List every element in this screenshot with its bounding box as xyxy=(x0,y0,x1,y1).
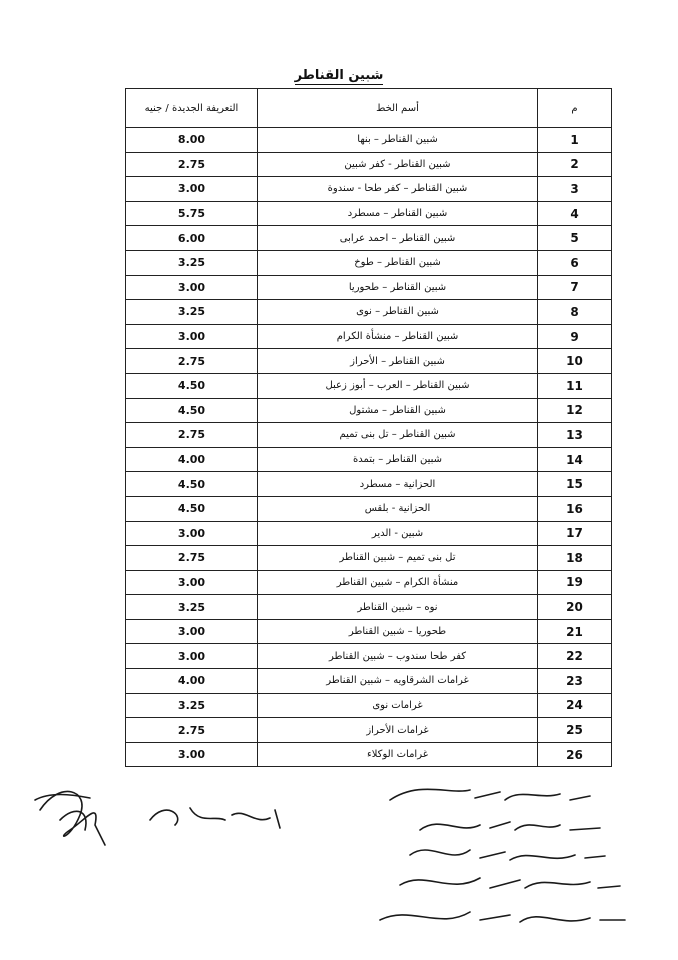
table-row xyxy=(126,324,612,349)
row-fare: 6.00 xyxy=(126,226,258,251)
row-number: 20 xyxy=(538,595,612,620)
table-row xyxy=(126,472,612,497)
row-route: غرامات الشرقاويه – شبين القناطر xyxy=(258,669,538,694)
row-fare: 3.00 xyxy=(126,177,258,202)
row-fare: 3.25 xyxy=(126,693,258,718)
row-route: شبين القناطر – طحوريا xyxy=(258,275,538,300)
table-row xyxy=(126,349,612,374)
table-row xyxy=(126,275,612,300)
table-row xyxy=(126,226,612,251)
row-fare: 3.25 xyxy=(126,595,258,620)
row-number: 22 xyxy=(538,644,612,669)
row-fare: 4.00 xyxy=(126,447,258,472)
row-fare: 3.25 xyxy=(126,300,258,325)
row-route: غرامات نوى xyxy=(258,693,538,718)
table-row xyxy=(126,152,612,177)
table-row xyxy=(126,595,612,620)
row-route: شبين القناطر – بنها xyxy=(258,128,538,153)
row-route: الحزانية – مسطرد xyxy=(258,472,538,497)
row-number: 9 xyxy=(538,324,612,349)
row-fare: 3.00 xyxy=(126,275,258,300)
table-row xyxy=(126,570,612,595)
row-number: 17 xyxy=(538,521,612,546)
row-number: 18 xyxy=(538,546,612,571)
page-title xyxy=(0,68,678,83)
row-number: 26 xyxy=(538,742,612,767)
table-row xyxy=(126,373,612,398)
row-route: شبين القناطر – منشأة الكرام xyxy=(258,324,538,349)
handwritten-signatures xyxy=(0,770,678,960)
header-fare: التعريفة الجديدة / جنيه xyxy=(126,89,258,128)
row-route: شبين القناطر – نوى xyxy=(258,300,538,325)
row-route: غرامات الوكلاء xyxy=(258,742,538,767)
row-fare: 3.00 xyxy=(126,619,258,644)
header-route: أسم الخط xyxy=(258,89,538,128)
row-number: 8 xyxy=(538,300,612,325)
row-number: 5 xyxy=(538,226,612,251)
row-fare: 3.00 xyxy=(126,742,258,767)
row-fare: 4.00 xyxy=(126,669,258,694)
row-number: 19 xyxy=(538,570,612,595)
table-row xyxy=(126,521,612,546)
row-route: نوه – شبين القناطر xyxy=(258,595,538,620)
row-number: 7 xyxy=(538,275,612,300)
row-number: 13 xyxy=(538,423,612,448)
table-row xyxy=(126,447,612,472)
row-fare: 8.00 xyxy=(126,128,258,153)
row-route: شبين القناطر – الأحراز xyxy=(258,349,538,374)
row-number: 16 xyxy=(538,496,612,521)
header-number: م xyxy=(538,89,612,128)
fares-table xyxy=(125,88,612,767)
row-route: منشأة الكرام – شبين القناطر xyxy=(258,570,538,595)
page-title-text: شبين القناطر xyxy=(294,68,384,83)
row-route: شبين - الدير xyxy=(258,521,538,546)
row-route: كفر طحا سندوب – شبين القناطر xyxy=(258,644,538,669)
table-row xyxy=(126,669,612,694)
row-number: 10 xyxy=(538,349,612,374)
row-number: 2 xyxy=(538,152,612,177)
row-number: 24 xyxy=(538,693,612,718)
table-row xyxy=(126,718,612,743)
row-route: شبين القناطر - كفر شبين xyxy=(258,152,538,177)
row-route: شبين القناطر – كفر طحا - سندوة xyxy=(258,177,538,202)
table-row xyxy=(126,250,612,275)
table-row xyxy=(126,693,612,718)
row-route: تل بنى تميم – شبين القناطر xyxy=(258,546,538,571)
row-number: 14 xyxy=(538,447,612,472)
table-row xyxy=(126,496,612,521)
row-fare: 5.75 xyxy=(126,201,258,226)
row-route: شبين القناطر – مسطرد xyxy=(258,201,538,226)
row-fare: 4.50 xyxy=(126,398,258,423)
row-number: 3 xyxy=(538,177,612,202)
row-number: 6 xyxy=(538,250,612,275)
table-row xyxy=(126,423,612,448)
row-fare: 3.00 xyxy=(126,521,258,546)
row-number: 11 xyxy=(538,373,612,398)
row-number: 21 xyxy=(538,619,612,644)
table-row xyxy=(126,201,612,226)
row-fare: 3.25 xyxy=(126,250,258,275)
table-row xyxy=(126,546,612,571)
row-number: 25 xyxy=(538,718,612,743)
signature-left xyxy=(35,791,280,845)
table-row xyxy=(126,644,612,669)
row-fare: 3.00 xyxy=(126,324,258,349)
row-route: الحزانية - بلقس xyxy=(258,496,538,521)
table-row xyxy=(126,398,612,423)
row-fare: 2.75 xyxy=(126,349,258,374)
table-row xyxy=(126,742,612,767)
row-fare: 2.75 xyxy=(126,152,258,177)
row-fare: 4.50 xyxy=(126,472,258,497)
row-fare: 4.50 xyxy=(126,496,258,521)
row-route: شبين القناطر – تل بنى تميم xyxy=(258,423,538,448)
row-fare: 3.00 xyxy=(126,570,258,595)
row-number: 1 xyxy=(538,128,612,153)
row-fare: 2.75 xyxy=(126,546,258,571)
row-fare: 4.50 xyxy=(126,373,258,398)
row-number: 4 xyxy=(538,201,612,226)
row-route: غرامات الأحراز xyxy=(258,718,538,743)
table-row xyxy=(126,300,612,325)
row-fare: 2.75 xyxy=(126,718,258,743)
table-header-row xyxy=(126,89,612,128)
signature-right xyxy=(380,789,625,922)
row-fare: 2.75 xyxy=(126,423,258,448)
table-row xyxy=(126,177,612,202)
row-route: شبين القناطر – طوخ xyxy=(258,250,538,275)
row-route: شبين القناطر – العرب – أبوز زعبل xyxy=(258,373,538,398)
row-route: شبين القناطر – بتمدة xyxy=(258,447,538,472)
row-route: شبين القناطر – احمد عرابى xyxy=(258,226,538,251)
row-number: 15 xyxy=(538,472,612,497)
row-route: طحوريا – شبين القناطر xyxy=(258,619,538,644)
table-row xyxy=(126,128,612,153)
row-fare: 3.00 xyxy=(126,644,258,669)
row-route: شبين القناطر – مشتول xyxy=(258,398,538,423)
row-number: 12 xyxy=(538,398,612,423)
table-row xyxy=(126,619,612,644)
row-number: 23 xyxy=(538,669,612,694)
